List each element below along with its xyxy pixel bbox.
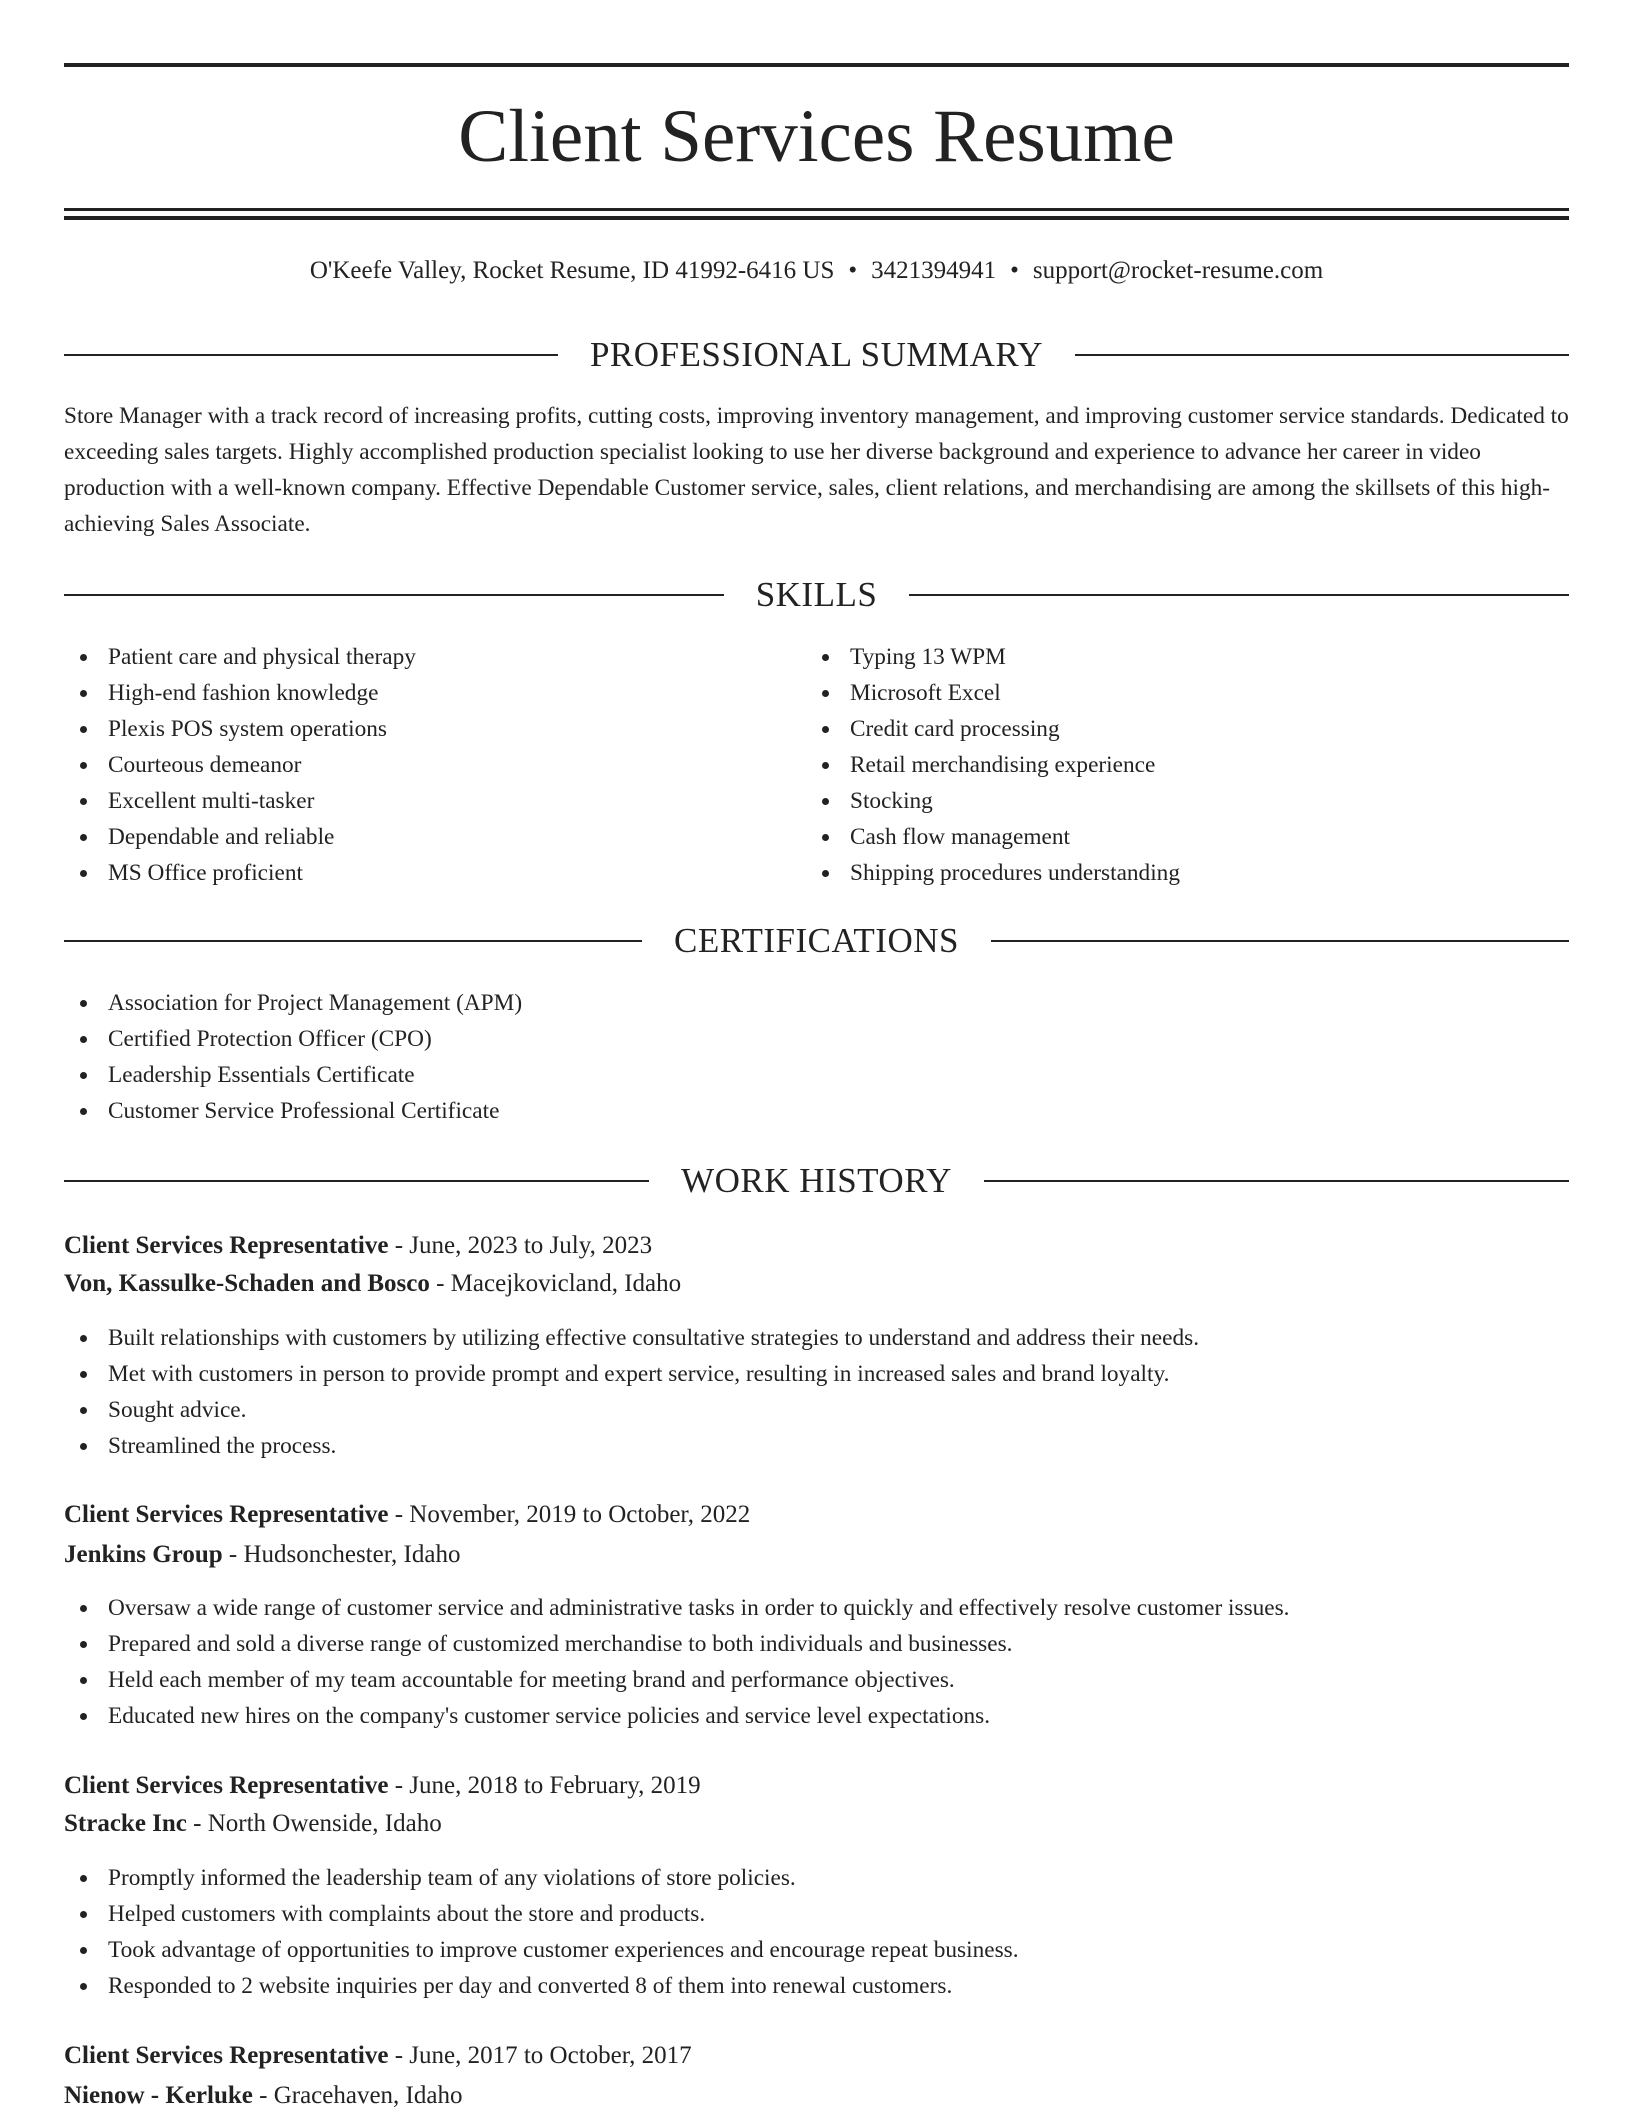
job-bullet: Promptly informed the leadership team of any violations of store policies. [64, 1860, 1019, 1896]
work-history-heading [64, 1159, 1569, 1203]
job-bullet: Prepared and sold a diverse range of customized merchandise to both individuals and businesses. [64, 1626, 1290, 1662]
skill-item: Credit card processing [806, 711, 1180, 747]
skill-item: Microsoft Excel [806, 675, 1180, 711]
skill-item: Cash flow management [806, 819, 1180, 855]
job-dates: - June, 2017 to October, 2017 [388, 2042, 692, 2069]
skill-item: Shipping procedures understanding [806, 855, 1180, 891]
job-location: - Gracehaven, Idaho [252, 2082, 463, 2109]
skills-list-left [64, 639, 416, 891]
skill-item: MS Office proficient [64, 855, 416, 891]
job-bullets [64, 1860, 1019, 2004]
skills-heading [64, 573, 1569, 617]
job-bullet: Took advantage of opportunities to improve customer experiences and encourage repeat business. [64, 1932, 1019, 1968]
job-bullet: Sought advice. [64, 1392, 1199, 1428]
job-company: Stracke Inc [64, 1810, 187, 1837]
job-company: Jenkins Group [64, 1541, 223, 1568]
job-title: Client Services Representative [64, 1772, 389, 1799]
job-company-line [64, 2078, 462, 2114]
certification-item: Association for Project Management (APM) [64, 985, 522, 1021]
job-bullets [64, 1590, 1290, 1734]
job-bullet: Met with customers in person to provide prompt and expert service, resulting in increased sales and brand loyalty. [64, 1356, 1199, 1392]
job-title-line [64, 1497, 750, 1533]
summary-text: Store Manager with a track record of increasing profits, cutting costs, improving inventory management, and improving customer service standards. Dedicated to exceeding sales targets. Highly accomplished production specialist looking to use her diverse background and experience to advance her career in video production with a well-known company. Effective Dependable Customer service, sales, client relations, and merchandising are among the skillsets of this high-achieving Sales Associate. [64, 403, 1569, 537]
contact-separator: • [1010, 257, 1019, 284]
skill-item: Patient care and physical therapy [64, 639, 416, 675]
certification-item: Customer Service Professional Certificate [64, 1093, 522, 1129]
skill-item: Excellent multi-tasker [64, 783, 416, 819]
skill-item: High-end fashion knowledge [64, 675, 416, 711]
skill-item: Dependable and reliable [64, 819, 416, 855]
job-bullet: Built relationships with customers by utilizing effective consultative strategies to understand and address their needs. [64, 1320, 1199, 1356]
certification-item: Leadership Essentials Certificate [64, 1057, 522, 1093]
certification-item: Certified Protection Officer (CPO) [64, 1021, 522, 1057]
job-bullet: Streamlined the process. [64, 1428, 1199, 1464]
job-title-line [64, 1228, 652, 1264]
job-bullet: Oversaw a wide range of customer service and administrative tasks in order to quickly and effectively resolve customer issues. [64, 1590, 1290, 1626]
job-title-line [64, 2038, 692, 2074]
heading-rule [64, 1180, 649, 1182]
resume-title: Client Services Resume [458, 95, 1175, 178]
job-location: - Macejkovicland, Idaho [429, 1270, 682, 1297]
skill-item: Plexis POS system operations [64, 711, 416, 747]
top-rule [64, 63, 1569, 67]
job-company-line [64, 1806, 442, 1842]
job-location: - North Owenside, Idaho [186, 1810, 442, 1837]
job-bullet: Helped customers with complaints about the store and products. [64, 1896, 1019, 1932]
heading-rule [991, 940, 1569, 942]
job-dates: - November, 2019 to October, 2022 [388, 1501, 751, 1528]
job-title: Client Services Representative [64, 1232, 389, 1259]
job-bullets [64, 1320, 1199, 1464]
job-company-line [64, 1537, 460, 1573]
certifications-heading [64, 919, 1569, 963]
job-title: Client Services Representative [64, 2042, 389, 2069]
job-dates: - June, 2018 to February, 2019 [388, 1772, 701, 1799]
skill-item: Typing 13 WPM [806, 639, 1180, 675]
job-bullet: Educated new hires on the company's customer service policies and service level expectations. [64, 1698, 1290, 1734]
heading-rule [64, 354, 558, 356]
job-title: Client Services Representative [64, 1501, 389, 1528]
job-bullet: Responded to 2 website inquiries per day and converted 8 of them into renewal customers. [64, 1968, 1019, 2004]
job-company: Nienow - Kerluke [64, 2082, 253, 2109]
heading-rule [909, 594, 1569, 596]
contact-line [64, 254, 1569, 288]
contact-address: O'Keefe Valley, Rocket Resume, ID 41992-6416 US [309, 257, 835, 284]
skills-list-right [806, 639, 1180, 891]
summary-heading [64, 333, 1569, 377]
skill-item: Retail merchandising experience [806, 747, 1180, 783]
job-dates: - June, 2023 to July, 2023 [388, 1232, 653, 1259]
summary-heading-text: PROFESSIONAL SUMMARY [589, 335, 1044, 374]
job-title-line [64, 1768, 701, 1804]
certifications-list [64, 985, 522, 1129]
contact-phone: 3421394941 [871, 257, 997, 284]
heading-rule [1075, 354, 1569, 356]
title-rule-lower [64, 216, 1569, 220]
skills-heading-text: SKILLS [755, 575, 878, 614]
certifications-heading-text: CERTIFICATIONS [674, 921, 959, 960]
heading-rule [64, 594, 724, 596]
job-company: Von, Kassulke-Schaden and Bosco [64, 1270, 430, 1297]
skill-item: Courteous demeanor [64, 747, 416, 783]
job-bullet: Held each member of my team accountable for meeting brand and performance objectives. [64, 1662, 1290, 1698]
title-rule-upper [64, 208, 1569, 211]
job-location: - Hudsonchester, Idaho [222, 1541, 461, 1568]
job-company-line [64, 1266, 681, 1302]
contact-separator: • [848, 257, 858, 284]
contact-email: support@rocket-resume.com [1032, 257, 1324, 284]
heading-rule [984, 1180, 1569, 1182]
heading-rule [64, 940, 642, 942]
skill-item: Stocking [806, 783, 1180, 819]
work-history-heading-text: WORK HISTORY [681, 1161, 952, 1200]
